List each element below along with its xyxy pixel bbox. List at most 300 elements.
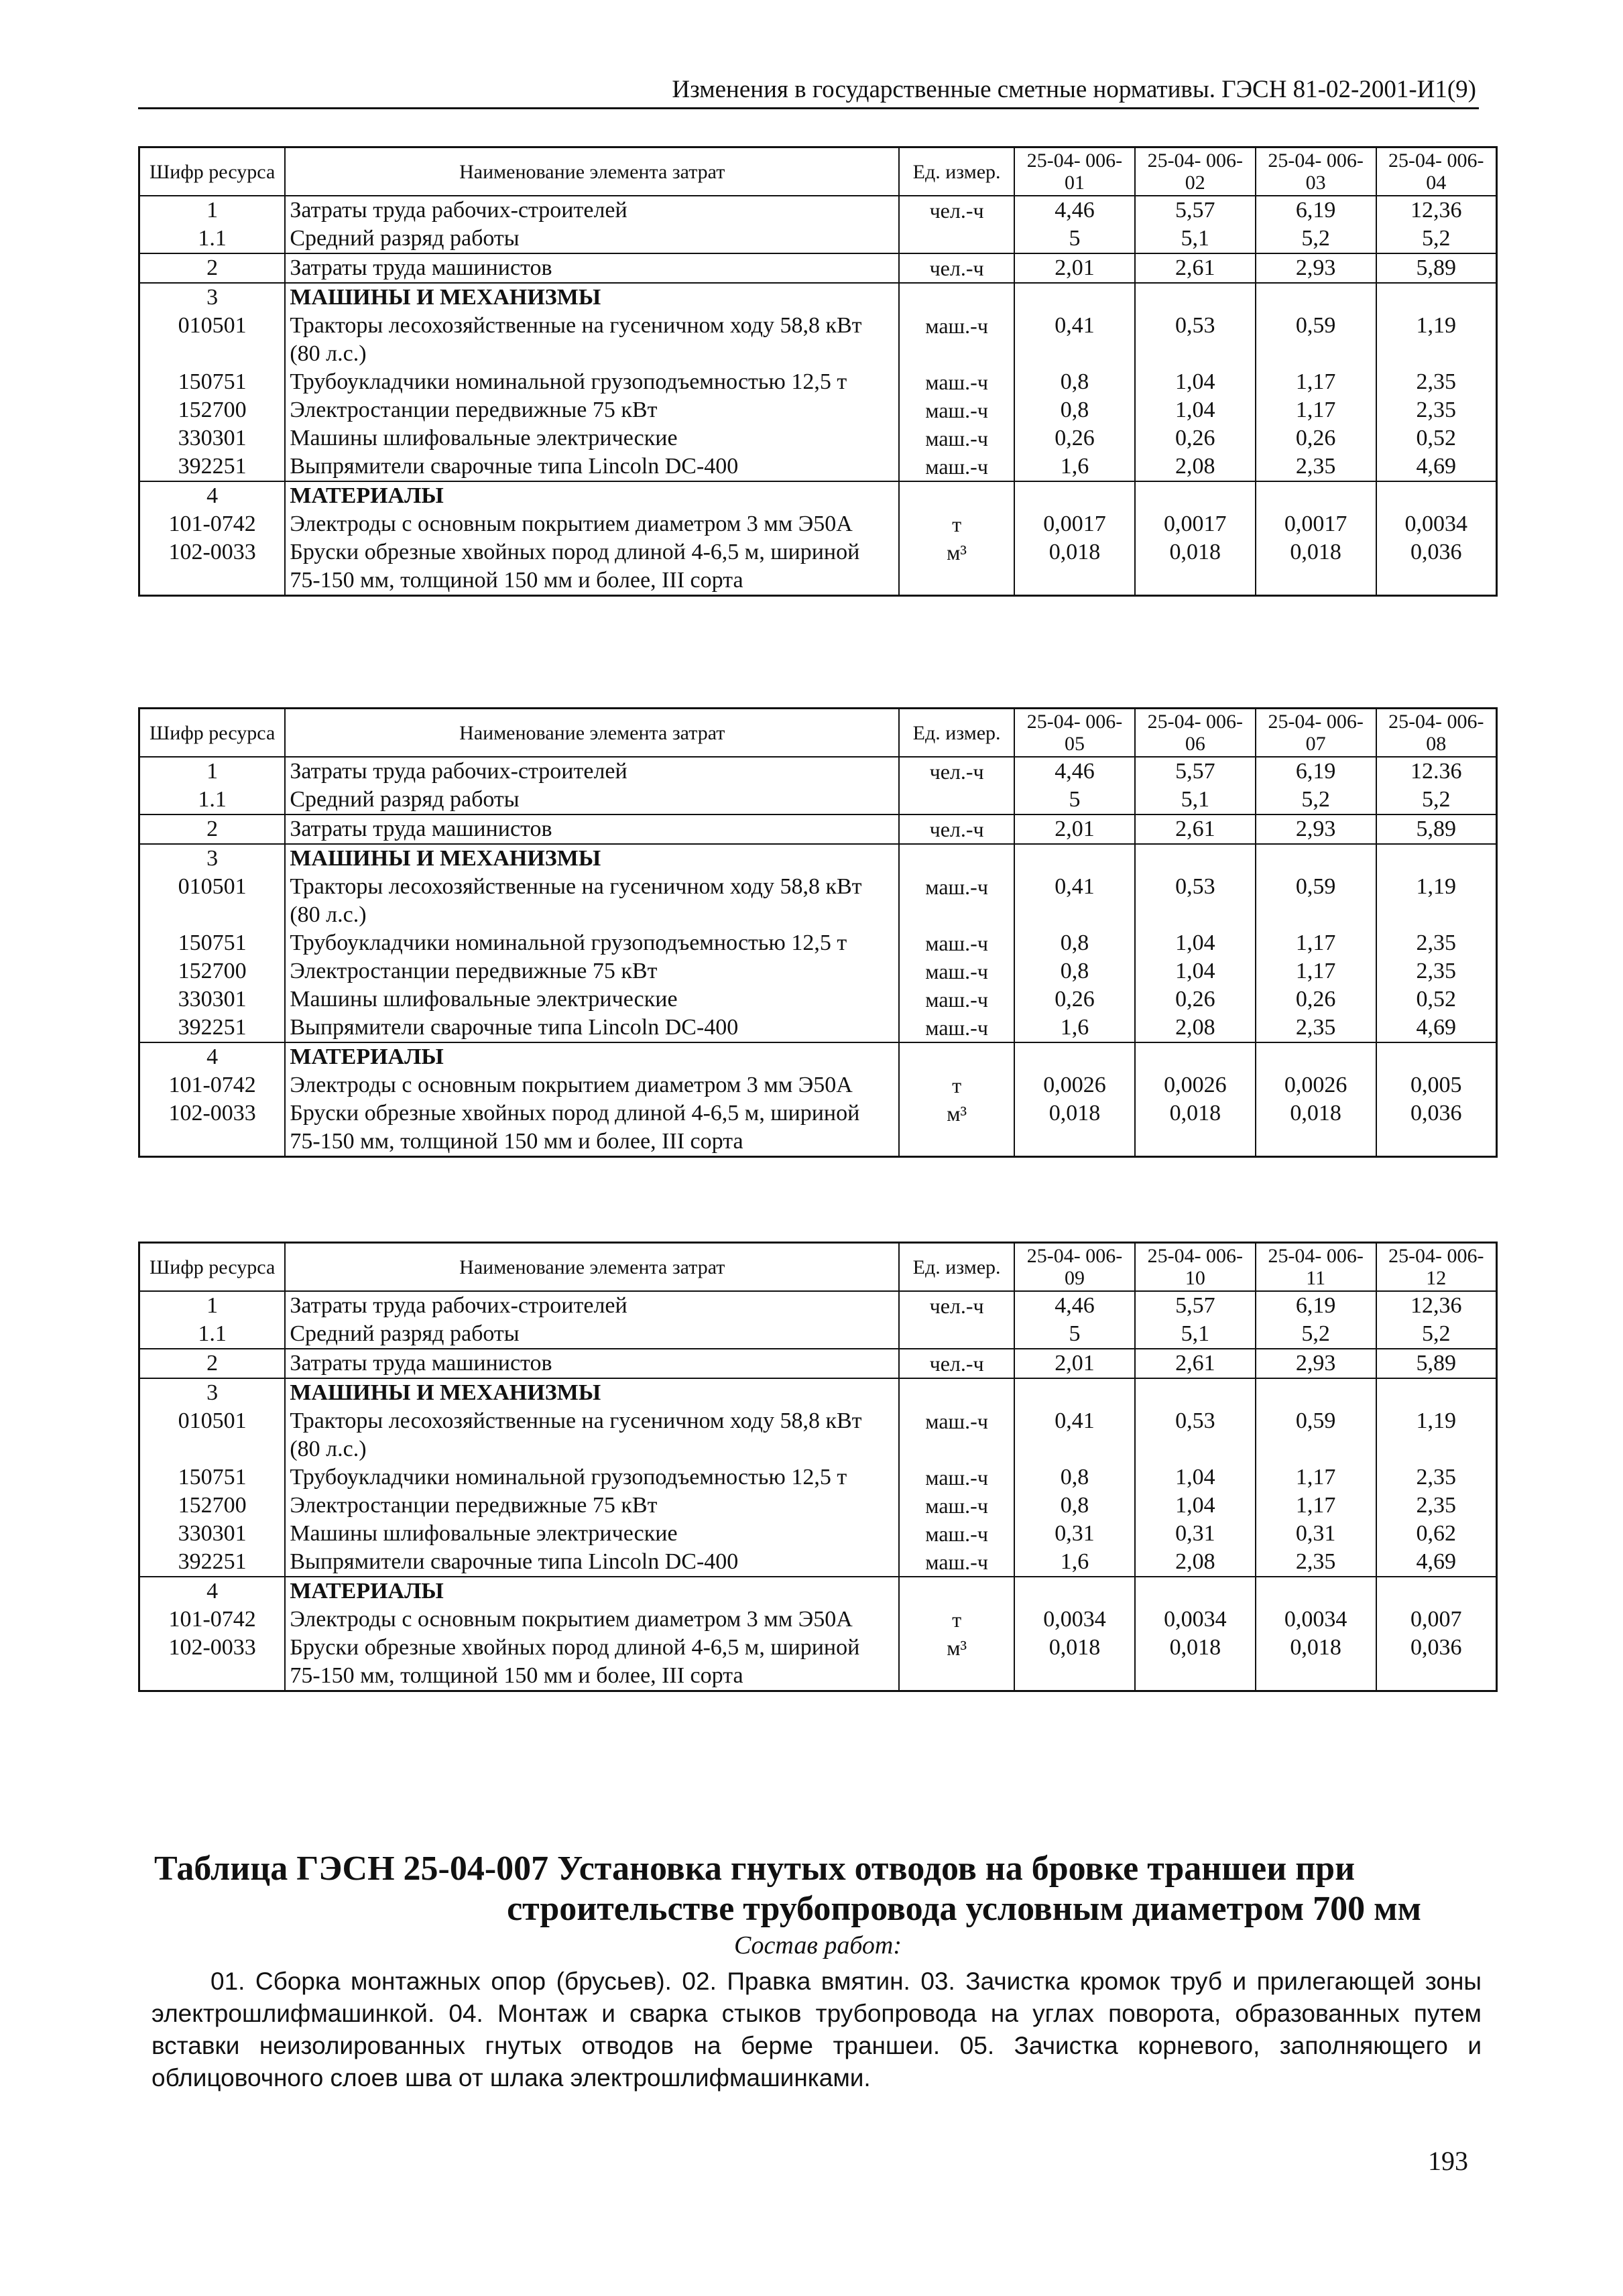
cell-unit: маш.-ч (899, 873, 1014, 929)
cell-name: Бруски обрезные хвойных пород длиной 4-6,5 м, шириной 75-150 мм, толщиной 150 мм и более, III сорта (285, 1634, 899, 1691)
table-row (139, 481, 1497, 510)
cell-value (1135, 283, 1256, 312)
cell-value: 5,2 (1376, 225, 1497, 253)
cell-value: 2,35 (1256, 452, 1376, 481)
cell-value: 0,62 (1376, 1520, 1497, 1548)
cell-code: 152700 (139, 396, 286, 424)
cell-unit: маш.-ч (899, 452, 1014, 481)
cell-name: Затраты труда машинистов (285, 814, 899, 844)
table-row (139, 1014, 1497, 1042)
cell-value: 2,35 (1256, 1014, 1376, 1042)
cell-name: МАШИНЫ И МЕХАНИЗМЫ (285, 844, 899, 873)
cell-name: Затраты труда рабочих-строителей (285, 1291, 899, 1320)
cell-value: 0,0034 (1376, 510, 1497, 538)
cell-unit: чел.-ч (899, 1349, 1014, 1378)
cell-name: МАТЕРИАЛЫ (285, 1042, 899, 1071)
cell-value: 0,26 (1256, 424, 1376, 452)
cell-value: 0,018 (1256, 1634, 1376, 1691)
header-unit: Ед. измер. (899, 1243, 1014, 1292)
table-header-row (139, 709, 1497, 758)
cell-code: 150751 (139, 368, 286, 396)
cell-value: 0,26 (1014, 424, 1135, 452)
cell-unit: маш.-ч (899, 985, 1014, 1014)
cell-unit: маш.-ч (899, 1014, 1014, 1042)
cell-value: 5,57 (1135, 196, 1256, 225)
header-norm-code: 25-04- 006-12 (1376, 1243, 1497, 1292)
cell-name: МАТЕРИАЛЫ (285, 1577, 899, 1606)
cell-unit: маш.-ч (899, 1407, 1014, 1463)
cell-name: МАТЕРИАЛЫ (285, 481, 899, 510)
cell-name: Электростанции передвижные 75 кВт (285, 1492, 899, 1520)
cell-name: Затраты труда машинистов (285, 253, 899, 283)
cell-value: 0,53 (1135, 1407, 1256, 1463)
table-row (139, 1320, 1497, 1349)
cell-value: 5,2 (1256, 786, 1376, 814)
cell-value: 12,36 (1376, 196, 1497, 225)
cell-name: Трубоукладчики номинальной грузоподъемностью 12,5 т (285, 368, 899, 396)
cell-name: Затраты труда машинистов (285, 1349, 899, 1378)
cell-value: 5,57 (1135, 1291, 1256, 1320)
cell-value: 4,69 (1376, 1014, 1497, 1042)
cell-value: 5 (1014, 786, 1135, 814)
cell-code: 2 (139, 253, 286, 283)
cell-value (1014, 1042, 1135, 1071)
cell-value: 5,2 (1376, 1320, 1497, 1349)
cell-name: Выпрямители сварочные типа Lincoln DC-400 (285, 452, 899, 481)
cell-code: 2 (139, 814, 286, 844)
cell-unit: маш.-ч (899, 957, 1014, 985)
cell-value: 2,93 (1256, 1349, 1376, 1378)
cell-value: 0,8 (1014, 1463, 1135, 1492)
table-row (139, 312, 1497, 368)
cell-value: 0,036 (1376, 538, 1497, 596)
table-row (139, 786, 1497, 814)
cell-value: 1,17 (1256, 368, 1376, 396)
cell-value: 2,08 (1135, 452, 1256, 481)
cell-value: 5,57 (1135, 757, 1256, 786)
cell-value: 1,17 (1256, 1492, 1376, 1520)
cell-value: 0,018 (1014, 1634, 1135, 1691)
header-norm-code: 25-04- 006-06 (1135, 709, 1256, 758)
cell-unit: м³ (899, 1099, 1014, 1157)
cell-name: МАШИНЫ И МЕХАНИЗМЫ (285, 1378, 899, 1407)
cell-value (1256, 481, 1376, 510)
cell-value: 0,0034 (1014, 1606, 1135, 1634)
cell-value: 2,61 (1135, 814, 1256, 844)
cell-value: 0,036 (1376, 1099, 1497, 1157)
cell-unit (899, 1042, 1014, 1071)
cell-name: Машины шлифовальные электрические (285, 424, 899, 452)
header-name: Наименование элемента затрат (285, 709, 899, 758)
cell-unit (899, 283, 1014, 312)
cell-value: 5,89 (1376, 1349, 1497, 1378)
cell-name: Тракторы лесохозяйственные на гусеничном ходу 58,8 кВт (80 л.с.) (285, 312, 899, 368)
header-name: Наименование элемента затрат (285, 147, 899, 196)
cell-unit: чел.-ч (899, 1291, 1014, 1320)
cell-value (1014, 844, 1135, 873)
cell-unit (899, 844, 1014, 873)
cell-code: 330301 (139, 424, 286, 452)
cell-value (1376, 1042, 1497, 1071)
cell-value: 1,17 (1256, 929, 1376, 957)
cell-value: 0,007 (1376, 1606, 1497, 1634)
cell-unit: чел.-ч (899, 757, 1014, 786)
cell-value: 2,08 (1135, 1014, 1256, 1042)
cell-code: 152700 (139, 1492, 286, 1520)
cell-value: 0,26 (1014, 985, 1135, 1014)
cell-name: Выпрямители сварочные типа Lincoln DC-400 (285, 1548, 899, 1577)
section-title-line-1: Таблица ГЭСН 25-04-007 Установка гнутых отводов на бровке траншеи при (154, 1850, 1356, 1888)
cell-unit: маш.-ч (899, 1520, 1014, 1548)
cell-value: 2,61 (1135, 1349, 1256, 1378)
cell-value: 5,1 (1135, 786, 1256, 814)
cell-value: 4,46 (1014, 1291, 1135, 1320)
header-norm-code: 25-04- 006-09 (1014, 1243, 1135, 1292)
cell-value: 5,2 (1256, 225, 1376, 253)
cell-value: 5,89 (1376, 253, 1497, 283)
cell-value: 1,04 (1135, 1492, 1256, 1520)
table-row (139, 957, 1497, 985)
cell-value: 0,005 (1376, 1071, 1497, 1099)
cell-code: 101-0742 (139, 510, 286, 538)
cell-value: 6,19 (1256, 196, 1376, 225)
header-norm-code: 25-04- 006-04 (1376, 147, 1497, 196)
cell-value: 0,52 (1376, 985, 1497, 1014)
cell-code: 392251 (139, 452, 286, 481)
resource-table-2 (138, 707, 1498, 1158)
cell-value (1014, 481, 1135, 510)
cell-code: 152700 (139, 957, 286, 985)
header-code: Шифр ресурса (139, 1243, 286, 1292)
cell-code: 102-0033 (139, 538, 286, 596)
cell-value (1135, 1042, 1256, 1071)
cell-code: 392251 (139, 1548, 286, 1577)
table-row (139, 1291, 1497, 1320)
cell-value: 2,35 (1256, 1548, 1376, 1577)
table-row (139, 1042, 1497, 1071)
cell-code: 101-0742 (139, 1606, 286, 1634)
cell-code: 010501 (139, 1407, 286, 1463)
cell-value: 0,41 (1014, 312, 1135, 368)
cell-code: 3 (139, 1378, 286, 1407)
cell-value: 1,19 (1376, 312, 1497, 368)
table-row (139, 1349, 1497, 1378)
table-row (139, 985, 1497, 1014)
cell-unit: м³ (899, 538, 1014, 596)
cell-value: 6,19 (1256, 757, 1376, 786)
header-norm-code: 25-04- 006-03 (1256, 147, 1376, 196)
cell-value: 1,17 (1256, 957, 1376, 985)
cell-value: 2,35 (1376, 957, 1497, 985)
cell-value: 0,59 (1256, 1407, 1376, 1463)
cell-value: 1,04 (1135, 368, 1256, 396)
cell-value: 5,89 (1376, 814, 1497, 844)
cell-unit (899, 1378, 1014, 1407)
cell-name: Тракторы лесохозяйственные на гусеничном ходу 58,8 кВт (80 л.с.) (285, 1407, 899, 1463)
cell-code: 4 (139, 1577, 286, 1606)
cell-name: Электроды с основным покрытием диаметром 3 мм Э50А (285, 1071, 899, 1099)
cell-name: Средний разряд работы (285, 786, 899, 814)
cell-value: 0,31 (1014, 1520, 1135, 1548)
cell-value: 0,018 (1135, 1099, 1256, 1157)
cell-value: 4,46 (1014, 757, 1135, 786)
cell-code: 010501 (139, 312, 286, 368)
cell-name: Трубоукладчики номинальной грузоподъемностью 12,5 т (285, 929, 899, 957)
cell-value: 1,17 (1256, 396, 1376, 424)
table-row (139, 368, 1497, 396)
cell-value (1256, 283, 1376, 312)
cell-code: 3 (139, 283, 286, 312)
table-row (139, 844, 1497, 873)
cell-value: 0,018 (1256, 1099, 1376, 1157)
cell-code: 1.1 (139, 225, 286, 253)
cell-value: 0,0026 (1256, 1071, 1376, 1099)
cell-value: 4,46 (1014, 196, 1135, 225)
cell-unit (899, 481, 1014, 510)
cell-value: 0,0034 (1256, 1606, 1376, 1634)
cell-unit: маш.-ч (899, 1463, 1014, 1492)
cell-value: 2,35 (1376, 1492, 1497, 1520)
cell-name: Электроды с основным покрытием диаметром 3 мм Э50А (285, 510, 899, 538)
cell-unit: м³ (899, 1634, 1014, 1691)
cell-value: 0,0034 (1135, 1606, 1256, 1634)
cell-value (1376, 1577, 1497, 1606)
cell-unit: т (899, 1606, 1014, 1634)
cell-code: 150751 (139, 929, 286, 957)
table-row (139, 1378, 1497, 1407)
running-header: Изменения в государственные сметные нормативы. ГЭСН 81-02-2001-И1(9) (138, 75, 1479, 109)
cell-value (1014, 1577, 1135, 1606)
cell-value: 1,19 (1376, 873, 1497, 929)
cell-code: 101-0742 (139, 1071, 286, 1099)
cell-code: 4 (139, 481, 286, 510)
cell-value: 1,19 (1376, 1407, 1497, 1463)
cell-value: 2,35 (1376, 368, 1497, 396)
cell-value: 5 (1014, 1320, 1135, 1349)
cell-value (1376, 844, 1497, 873)
cell-unit (899, 225, 1014, 253)
cell-unit: маш.-ч (899, 396, 1014, 424)
cell-unit (899, 1577, 1014, 1606)
table-row (139, 1606, 1497, 1634)
cell-value (1135, 1378, 1256, 1407)
cell-value: 5,2 (1256, 1320, 1376, 1349)
cell-value: 12.36 (1376, 757, 1497, 786)
cell-name: Выпрямители сварочные типа Lincoln DC-400 (285, 1014, 899, 1042)
cell-name: Бруски обрезные хвойных пород длиной 4-6,5 м, шириной 75-150 мм, толщиной 150 мм и более, III сорта (285, 1099, 899, 1157)
table-row (139, 1548, 1497, 1577)
cell-value: 0,018 (1135, 538, 1256, 596)
cell-name: Средний разряд работы (285, 225, 899, 253)
table-header-row (139, 1243, 1497, 1292)
cell-value: 0,52 (1376, 424, 1497, 452)
cell-value: 0,41 (1014, 873, 1135, 929)
cell-value: 1,6 (1014, 1548, 1135, 1577)
header-norm-code: 25-04- 006-11 (1256, 1243, 1376, 1292)
cell-value: 0,26 (1135, 424, 1256, 452)
cell-value: 0,59 (1256, 312, 1376, 368)
header-norm-code: 25-04- 006-05 (1014, 709, 1135, 758)
header-norm-code: 25-04- 006-01 (1014, 147, 1135, 196)
cell-value: 0,018 (1256, 538, 1376, 596)
work-composition-heading: Состав работ: (733, 1931, 902, 1959)
cell-value: 2,93 (1256, 253, 1376, 283)
cell-value: 1,04 (1135, 957, 1256, 985)
cell-value (1135, 844, 1256, 873)
cell-value: 1,04 (1135, 1463, 1256, 1492)
cell-unit: т (899, 510, 1014, 538)
cell-code: 1 (139, 196, 286, 225)
cell-value: 0,53 (1135, 873, 1256, 929)
table-header-row (139, 147, 1497, 196)
cell-unit (899, 1320, 1014, 1349)
cell-value: 0,0017 (1256, 510, 1376, 538)
cell-code: 2 (139, 1349, 286, 1378)
cell-value: 0,8 (1014, 396, 1135, 424)
header-norm-code: 25-04- 006-10 (1135, 1243, 1256, 1292)
cell-value (1135, 481, 1256, 510)
cell-name: Трубоукладчики номинальной грузоподъемностью 12,5 т (285, 1463, 899, 1492)
cell-value (1135, 1577, 1256, 1606)
cell-value: 0,8 (1014, 1492, 1135, 1520)
cell-value (1256, 1378, 1376, 1407)
cell-code: 010501 (139, 873, 286, 929)
cell-value: 4,69 (1376, 1548, 1497, 1577)
cell-code: 102-0033 (139, 1634, 286, 1691)
cell-value: 2,01 (1014, 253, 1135, 283)
cell-unit: чел.-ч (899, 253, 1014, 283)
cell-value: 2,61 (1135, 253, 1256, 283)
cell-value (1014, 283, 1135, 312)
table-row (139, 1492, 1497, 1520)
cell-name: Электростанции передвижные 75 кВт (285, 396, 899, 424)
cell-value: 0,0026 (1014, 1071, 1135, 1099)
table-row (139, 396, 1497, 424)
cell-value: 2,01 (1014, 814, 1135, 844)
cell-value: 1,04 (1135, 396, 1256, 424)
cell-code: 1 (139, 757, 286, 786)
cell-value: 5 (1014, 225, 1135, 253)
cell-unit: маш.-ч (899, 312, 1014, 368)
table-row (139, 283, 1497, 312)
cell-value: 1,04 (1135, 929, 1256, 957)
table-row (139, 814, 1497, 844)
cell-name: Электроды с основным покрытием диаметром 3 мм Э50А (285, 1606, 899, 1634)
section-title (154, 1849, 1482, 1929)
cell-unit (899, 786, 1014, 814)
cell-code: 392251 (139, 1014, 286, 1042)
cell-value: 2,93 (1256, 814, 1376, 844)
cell-value: 5,1 (1135, 1320, 1256, 1349)
cell-name: Бруски обрезные хвойных пород длиной 4-6,5 м, шириной 75-150 мм, толщиной 150 мм и более, III сорта (285, 538, 899, 596)
cell-value: 0,8 (1014, 368, 1135, 396)
table-row (139, 1407, 1497, 1463)
cell-value (1376, 283, 1497, 312)
table-row (139, 1520, 1497, 1548)
table-row (139, 510, 1497, 538)
table-row (139, 424, 1497, 452)
cell-unit: маш.-ч (899, 1548, 1014, 1577)
cell-value: 0,8 (1014, 929, 1135, 957)
header-norm-code: 25-04- 006-08 (1376, 709, 1497, 758)
table-row (139, 225, 1497, 253)
cell-value (1376, 481, 1497, 510)
page-number: 193 (1428, 2146, 1468, 2176)
cell-value: 1,17 (1256, 1463, 1376, 1492)
table-row (139, 929, 1497, 957)
table-row (139, 1577, 1497, 1606)
cell-value: 0,018 (1014, 538, 1135, 596)
table-row (139, 1463, 1497, 1492)
table-row (139, 757, 1497, 786)
cell-unit: маш.-ч (899, 424, 1014, 452)
resource-table-3 (138, 1242, 1498, 1692)
cell-value (1014, 1378, 1135, 1407)
cell-name: Затраты труда рабочих-строителей (285, 757, 899, 786)
cell-unit: чел.-ч (899, 196, 1014, 225)
cell-code: 102-0033 (139, 1099, 286, 1157)
header-norm-code: 25-04- 006-07 (1256, 709, 1376, 758)
table-row (139, 538, 1497, 596)
cell-name: Электростанции передвижные 75 кВт (285, 957, 899, 985)
cell-value: 0,26 (1135, 985, 1256, 1014)
cell-value: 0,31 (1135, 1520, 1256, 1548)
header-norm-code: 25-04- 006-02 (1135, 147, 1256, 196)
header-unit: Ед. измер. (899, 709, 1014, 758)
cell-code: 1 (139, 1291, 286, 1320)
work-composition-text: 01. Сборка монтажных опор (брусьев). 02. Правка вмятин. 03. Зачистка кромок труб и прилегающей зоны электрошлифмашинкой. 04. Монтаж и сварка стыков трубопровода на углах поворота, образованных путем вставки неизолированных гнутых отводов на берме траншеи. 05. Зачистка корневого, заполняющего и облицовочного слоев шва от шлака электрошлифмашинками. (152, 1968, 1482, 2092)
table-row (139, 253, 1497, 283)
table-row (139, 1071, 1497, 1099)
cell-name: Средний разряд работы (285, 1320, 899, 1349)
cell-value (1256, 1042, 1376, 1071)
cell-name: Тракторы лесохозяйственные на гусеничном ходу 58,8 кВт (80 л.с.) (285, 873, 899, 929)
cell-value: 0,31 (1256, 1520, 1376, 1548)
cell-value: 2,01 (1014, 1349, 1135, 1378)
cell-unit: чел.-ч (899, 814, 1014, 844)
header-unit: Ед. измер. (899, 147, 1014, 196)
cell-value: 2,35 (1376, 929, 1497, 957)
cell-value: 0,036 (1376, 1634, 1497, 1691)
cell-value: 4,69 (1376, 452, 1497, 481)
cell-value (1376, 1378, 1497, 1407)
cell-value (1256, 1577, 1376, 1606)
cell-value (1256, 844, 1376, 873)
cell-code: 150751 (139, 1463, 286, 1492)
cell-value: 0,0017 (1014, 510, 1135, 538)
cell-value: 0,53 (1135, 312, 1256, 368)
cell-value: 0,41 (1014, 1407, 1135, 1463)
cell-value: 5,2 (1376, 786, 1497, 814)
cell-value: 5,1 (1135, 225, 1256, 253)
cell-value: 0,0017 (1135, 510, 1256, 538)
cell-value: 0,0026 (1135, 1071, 1256, 1099)
section-title-line-2: строительстве трубопровода условным диаметром 700 мм (507, 1890, 1421, 1928)
cell-value: 12,36 (1376, 1291, 1497, 1320)
header-code: Шифр ресурса (139, 147, 286, 196)
table-row (139, 873, 1497, 929)
cell-value: 6,19 (1256, 1291, 1376, 1320)
table-row (139, 196, 1497, 225)
cell-code: 330301 (139, 1520, 286, 1548)
cell-value: 0,59 (1256, 873, 1376, 929)
cell-unit: т (899, 1071, 1014, 1099)
cell-value: 2,35 (1376, 396, 1497, 424)
cell-name: МАШИНЫ И МЕХАНИЗМЫ (285, 283, 899, 312)
cell-value: 0,26 (1256, 985, 1376, 1014)
cell-value: 0,018 (1014, 1099, 1135, 1157)
cell-unit: маш.-ч (899, 1492, 1014, 1520)
